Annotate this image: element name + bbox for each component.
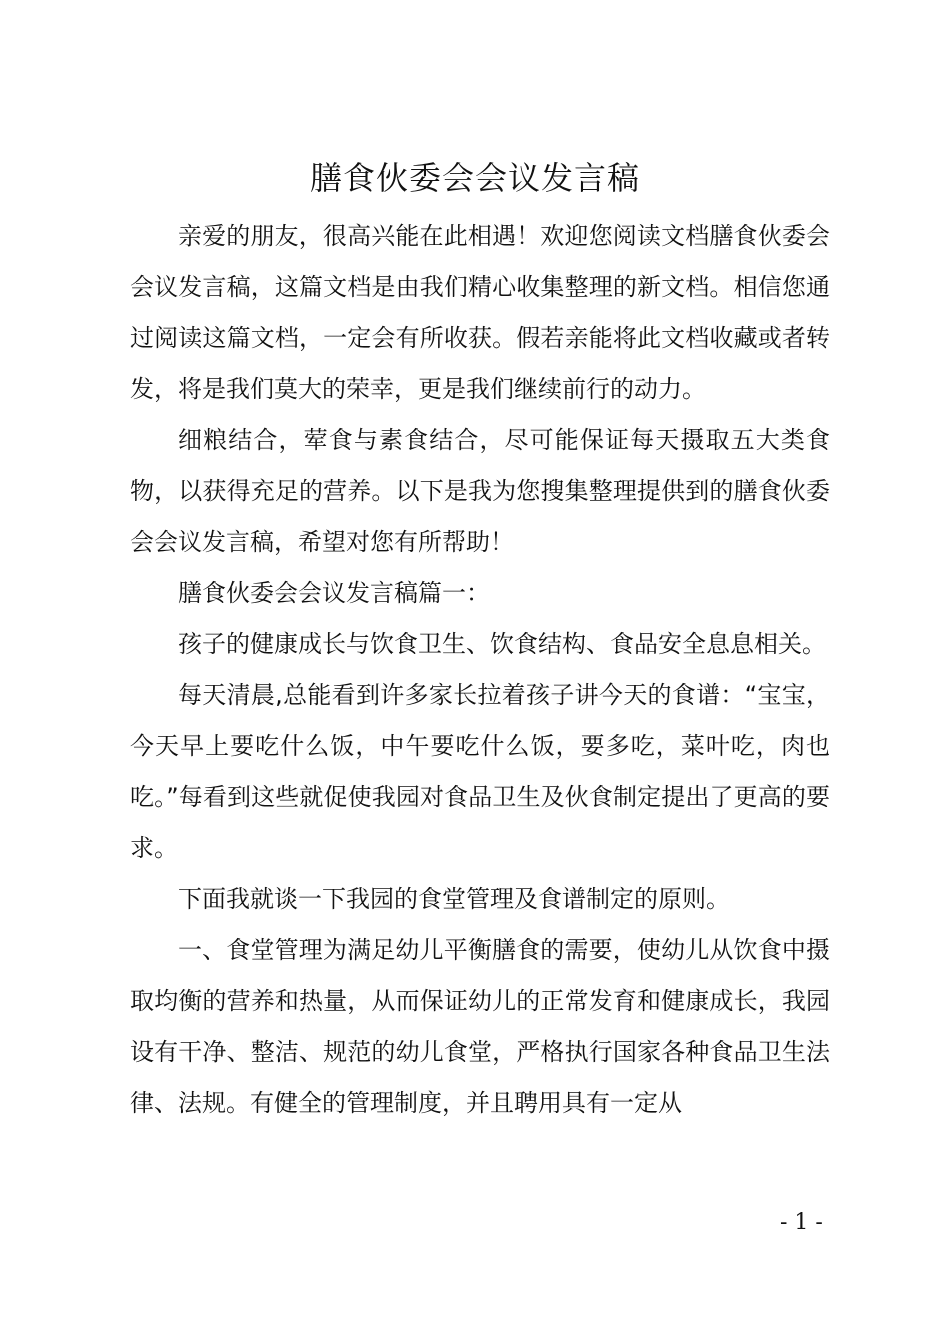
paragraph-summary: 细粮结合，荤食与素食结合，尽可能保证每天摄取五大类食物，以获得充足的营养。以下是我为您搜集整理提供到的膳食伙委会会议发言稿，希望对您有所帮助！ [130,426,830,556]
document-body [130,211,830,1129]
document-title: 膳食伙委会会议发言稿 [309,159,640,197]
paragraph-principles: 下面我就谈一下我园的食堂管理及食谱制定的原则。 [178,885,730,913]
paragraph-health: 孩子的健康成长与饮食卫生、饮食结构、食品安全息息相关。 [178,630,826,658]
paragraph-intro: 亲爱的朋友，很高兴能在此相遇！欢迎您阅读文档膳食伙委会会议发言稿，这篇文档是由我们精心收集整理的新文档。相信您通过阅读这篇文档，一定会有所收获。假若亲能将此文档收藏或者转发，将是我们莫大的荣幸，更是我们继续前行的动力。 [130,222,830,403]
paragraph-canteen-management: 一、食堂管理为满足幼儿平衡膳食的需要，使幼儿从饮食中摄取均衡的营养和热量，从而保证幼儿的正常发育和健康成长，我园设有干净、整洁、规范的幼儿食堂，严格执行国家各种食品卫生法律、法规。有健全的管理制度，并且聘用具有一定从 [130,936,830,1117]
paragraph-section-heading: 膳食伙委会会议发言稿篇一： [178,579,490,607]
paragraph-morning: 每天清晨,总能看到许多家长拉着孩子讲今天的食谱：“宝宝，今天早上要吃什么饭，中午要吃什么饭，要多吃，菜叶吃，肉也吃。”每看到这些就促使我园对食品卫生及伙食制定提出了更高的要求。 [130,681,830,862]
page-number: - 1 - [780,1210,823,1235]
